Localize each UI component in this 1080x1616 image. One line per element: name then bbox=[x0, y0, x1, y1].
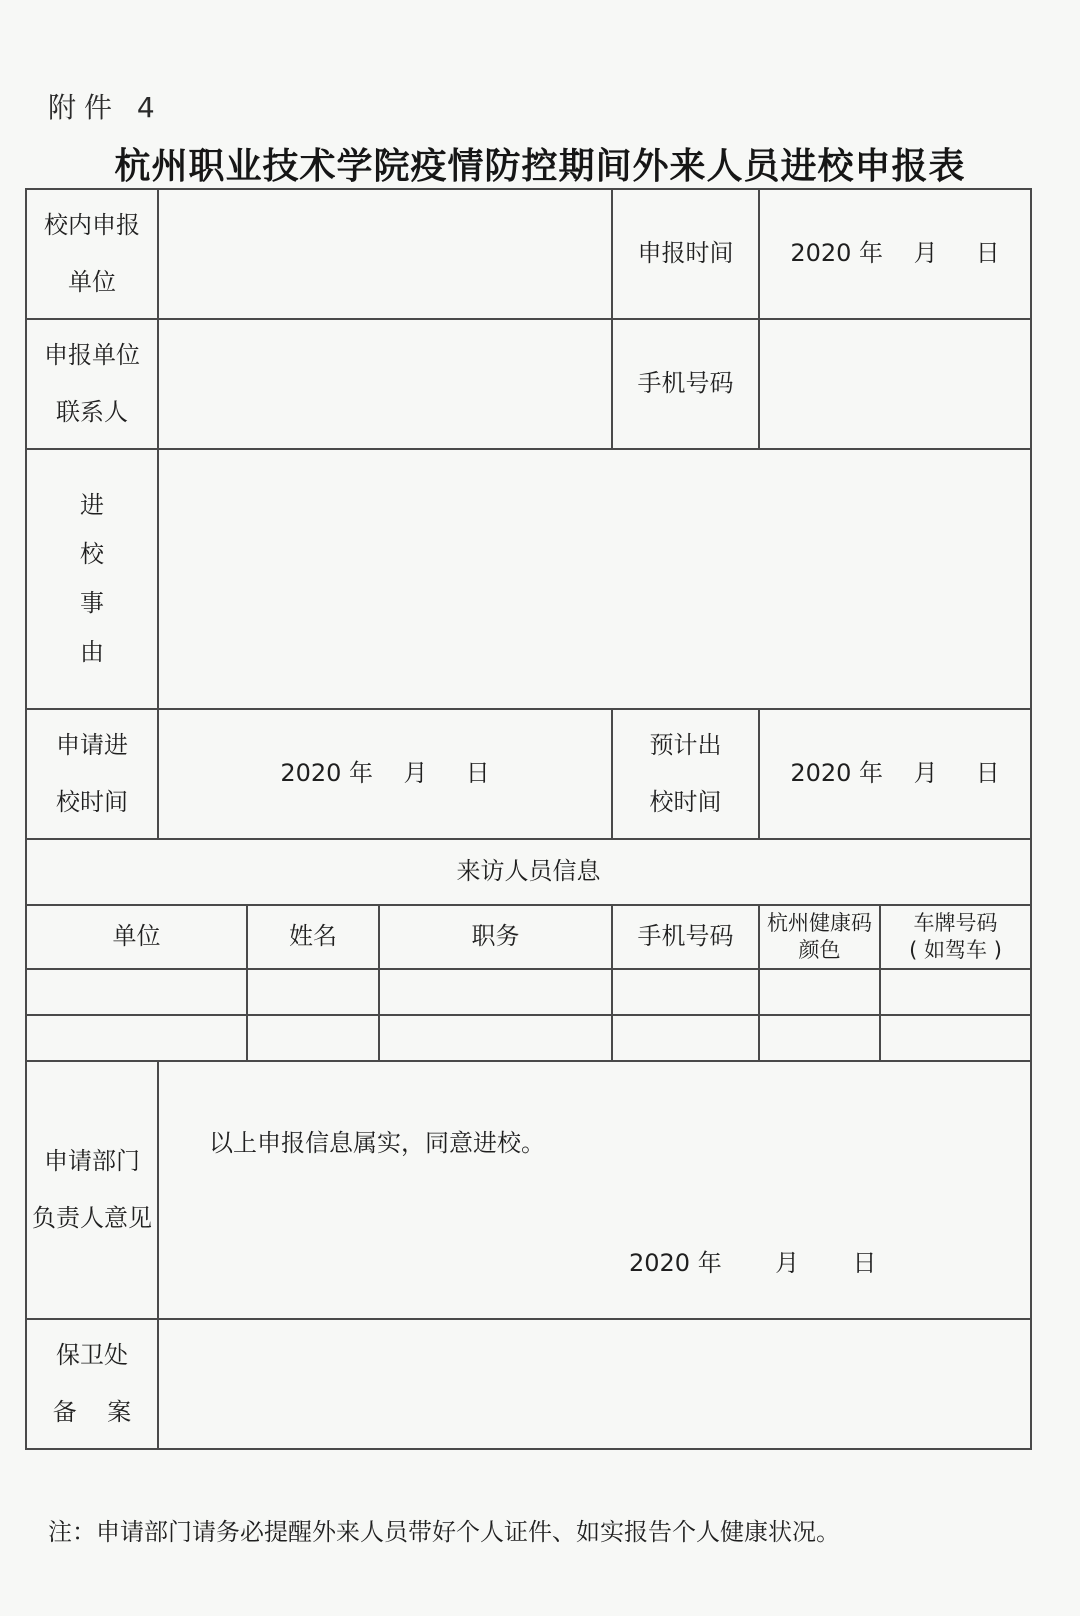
visitor-health-cell[interactable] bbox=[759, 969, 880, 1015]
col-header-health-code: 杭州健康码 颜色 bbox=[759, 905, 880, 969]
entry-reason-field[interactable] bbox=[158, 449, 1031, 709]
visitor-name-cell[interactable] bbox=[247, 969, 379, 1015]
visitor-plate-cell[interactable] bbox=[880, 969, 1031, 1015]
opinion-date: 2020 年 月 日 bbox=[629, 1249, 877, 1277]
contact-person-label: 申报单位 联系人 bbox=[26, 319, 158, 449]
col-header-unit: 单位 bbox=[26, 905, 247, 969]
row-entry-exit-time bbox=[26, 709, 1031, 839]
opinion-statement: 以上申报信息属实，同意进校。 bbox=[209, 1129, 545, 1157]
form-title: 杭州职业技术学院疫情防控期间外来人员进校申报表 bbox=[114, 146, 966, 187]
application-form-table bbox=[25, 188, 1032, 1450]
entry-reason-label: 进 校 事 由 bbox=[26, 449, 158, 709]
visitor-position-cell[interactable] bbox=[379, 969, 612, 1015]
department-opinion-field[interactable] bbox=[158, 1061, 1031, 1319]
visitor-unit-cell[interactable] bbox=[26, 1015, 247, 1061]
visitor-table-header bbox=[26, 905, 1031, 969]
row-reporting-unit bbox=[26, 189, 1031, 319]
report-time-field[interactable]: 2020 年 月 日 bbox=[759, 189, 1031, 319]
row-security-record bbox=[26, 1319, 1031, 1449]
row-entry-reason bbox=[26, 449, 1031, 709]
contact-person-field[interactable] bbox=[158, 319, 612, 449]
reporting-unit-field[interactable] bbox=[158, 189, 612, 319]
visitor-phone-cell[interactable] bbox=[612, 969, 759, 1015]
contact-phone-label: 手机号码 bbox=[612, 319, 759, 449]
col-header-position: 职务 bbox=[379, 905, 612, 969]
entry-time-label: 申请进 校时间 bbox=[26, 709, 158, 839]
table-row bbox=[26, 969, 1031, 1015]
exit-time-label: 预计出 校时间 bbox=[612, 709, 759, 839]
col-header-name: 姓名 bbox=[247, 905, 379, 969]
visitor-unit-cell[interactable] bbox=[26, 969, 247, 1015]
entry-time-field[interactable]: 2020 年 月 日 bbox=[158, 709, 612, 839]
security-record-field[interactable] bbox=[158, 1319, 1031, 1449]
row-visitor-section-title bbox=[26, 839, 1031, 905]
table-row bbox=[26, 1015, 1031, 1061]
security-record-label: 保卫处 备 案 bbox=[26, 1319, 158, 1449]
row-contact-person bbox=[26, 319, 1031, 449]
exit-time-field[interactable]: 2020 年 月 日 bbox=[759, 709, 1031, 839]
visitor-name-cell[interactable] bbox=[247, 1015, 379, 1061]
visitor-section-title: 来访人员信息 bbox=[26, 839, 1031, 905]
col-header-phone: 手机号码 bbox=[612, 905, 759, 969]
row-department-opinion bbox=[26, 1061, 1031, 1319]
department-opinion-label: 申请部门 负责人意见 bbox=[26, 1061, 158, 1319]
visitor-health-cell[interactable] bbox=[759, 1015, 880, 1061]
attachment-label: 附件 4 bbox=[48, 91, 163, 124]
visitor-position-cell[interactable] bbox=[379, 1015, 612, 1061]
visitor-plate-cell[interactable] bbox=[880, 1015, 1031, 1061]
col-header-plate: 车牌号码 ( 如驾车 ) bbox=[880, 905, 1031, 969]
report-time-label: 申报时间 bbox=[612, 189, 759, 319]
visitor-phone-cell[interactable] bbox=[612, 1015, 759, 1061]
reporting-unit-label: 校内申报 单位 bbox=[26, 189, 158, 319]
contact-phone-field[interactable] bbox=[759, 319, 1031, 449]
footnote: 注：申请部门请务必提醒外来人员带好个人证件、如实报告个人健康状况。 bbox=[48, 1518, 840, 1546]
